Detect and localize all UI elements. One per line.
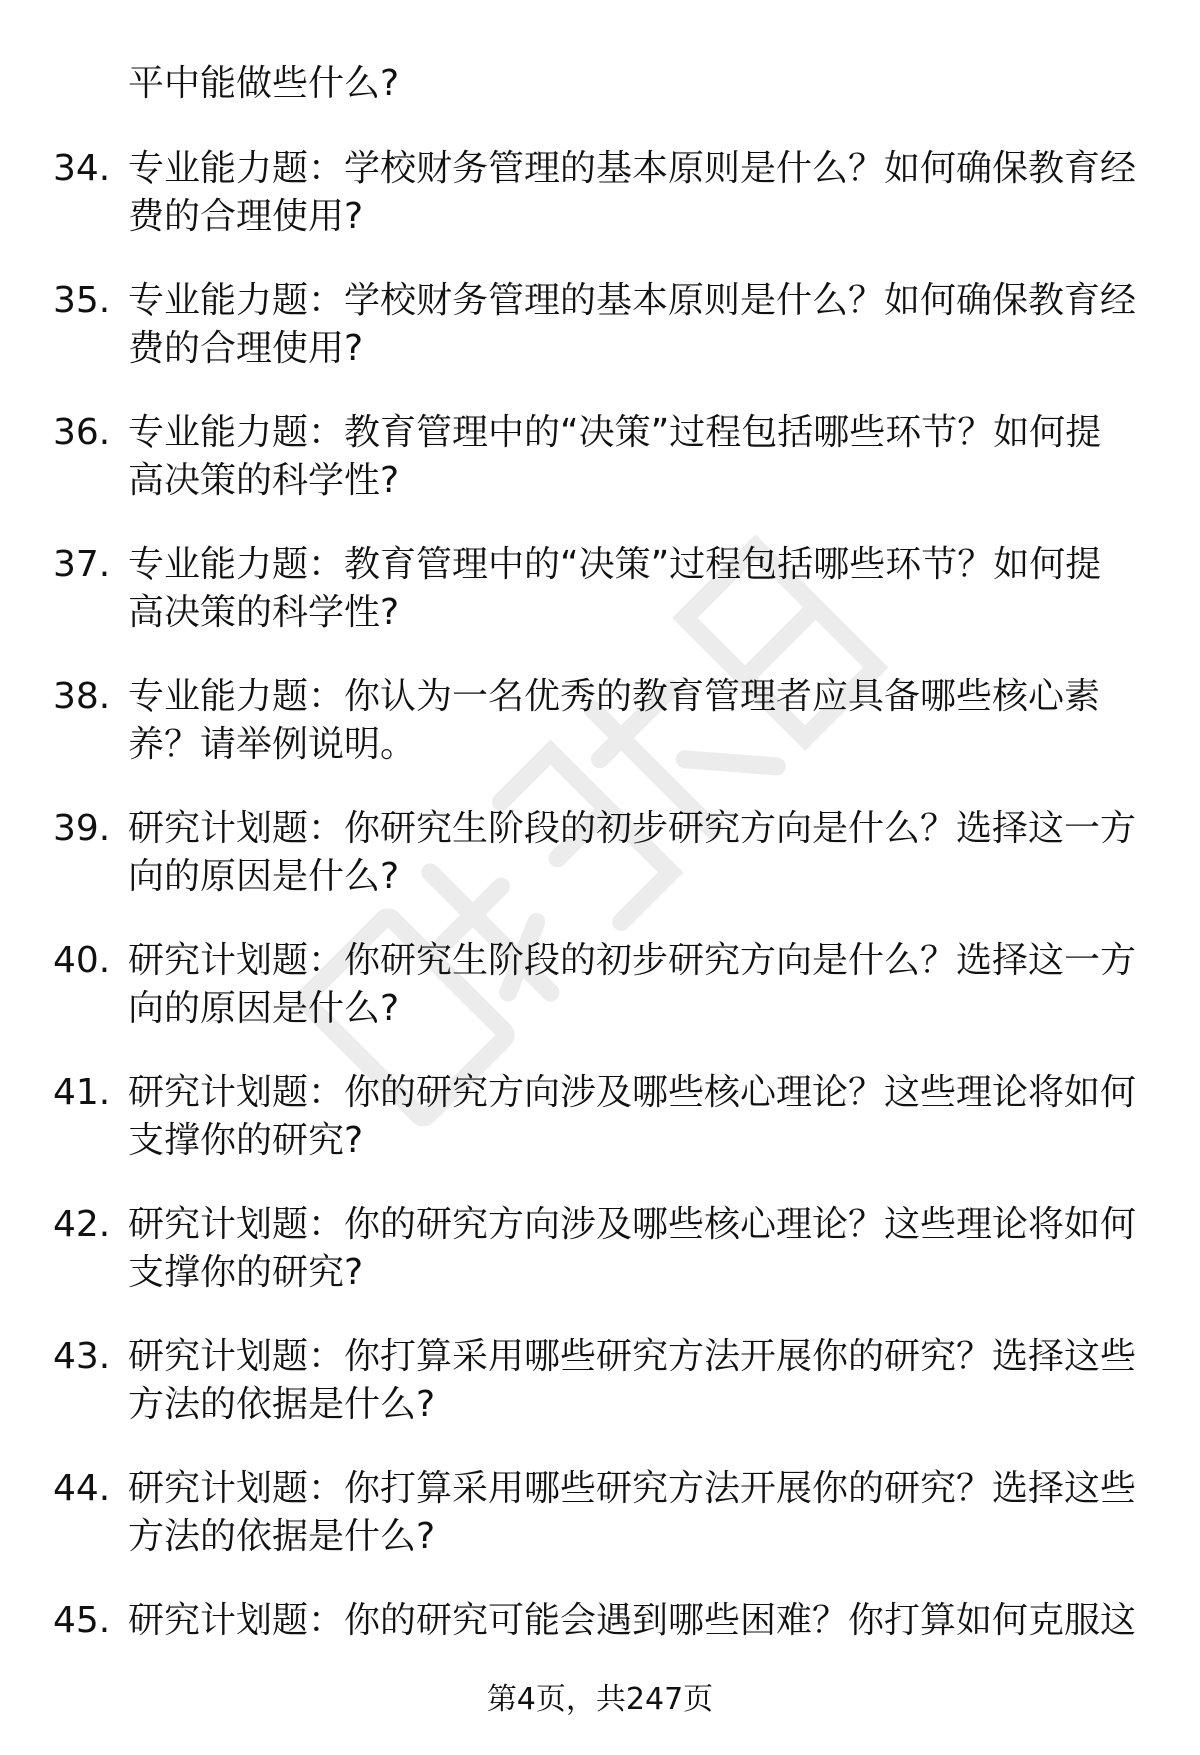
question-text <box>128 541 1138 637</box>
question-number: 45. <box>53 1600 111 1641</box>
question-text <box>128 673 1138 769</box>
question-number: 41. <box>53 1072 111 1113</box>
question-text <box>128 1069 1138 1165</box>
question-text-line: 专业能力题：学校财务管理的基本原则是什么？如何确保教育经 <box>128 280 1137 321</box>
page-footer: 第4页，共247页 <box>486 1682 714 1717</box>
question-text-line: 研究计划题：你的研究可能会遇到哪些困难？你打算如何克服这 <box>128 1600 1137 1641</box>
question-text-line: 研究计划题：你的研究方向涉及哪些核心理论？这些理论将如何 <box>128 1204 1137 1245</box>
question-item <box>0 1333 1200 1465</box>
question-text-line: 研究计划题：你研究生阶段的初步研究方向是什么？选择这一方 <box>128 808 1137 849</box>
question-item <box>0 409 1200 541</box>
question-text <box>128 937 1138 1033</box>
question-item <box>0 541 1200 673</box>
question-number: 43. <box>53 1336 111 1377</box>
question-number: 36. <box>53 412 111 453</box>
question-text-line: 高决策的科学性? <box>128 460 400 501</box>
question-text-line: 研究计划题：你打算采用哪些研究方法开展你的研究？选择这些 <box>128 1336 1137 1377</box>
question-number: 40. <box>53 940 111 981</box>
question-text-line: 向的原因是什么? <box>128 856 400 897</box>
question-item <box>0 673 1200 805</box>
question-text-line: 研究计划题：你研究生阶段的初步研究方向是什么？选择这一方 <box>128 940 1137 981</box>
question-number: 38. <box>53 676 111 717</box>
question-number: 42. <box>53 1204 111 1245</box>
question-item <box>0 937 1200 1069</box>
question-item <box>0 1069 1200 1201</box>
question-text-line: 支撑你的研究? <box>128 1120 364 1161</box>
question-text-line: 养？请举例说明。 <box>128 724 417 765</box>
question-item <box>0 145 1200 277</box>
question-text-line: 方法的依据是什么? <box>128 1516 436 1557</box>
question-item <box>0 1465 1200 1597</box>
question-number: 39. <box>53 808 111 849</box>
question-text <box>128 1597 1138 1645</box>
question-text <box>128 277 1138 373</box>
question-item <box>0 1201 1200 1333</box>
question-text-line: 研究计划题：你打算采用哪些研究方法开展你的研究？选择这些 <box>128 1468 1137 1509</box>
question-text <box>128 145 1138 241</box>
question-text <box>128 409 1138 505</box>
question-text-line: 支撑你的研究? <box>128 1252 364 1293</box>
question-text <box>128 1333 1138 1429</box>
question-list <box>0 145 1200 1729</box>
question-text-line: 专业能力题：教育管理中的“决策”过程包括哪些环节？如何提 <box>128 412 1102 453</box>
question-number: 35. <box>53 280 111 321</box>
question-item <box>0 277 1200 409</box>
question-item <box>0 805 1200 937</box>
question-text-line: 费的合理使用? <box>128 328 364 369</box>
question-text <box>128 1465 1138 1561</box>
question-text-line: 专业能力题：教育管理中的“决策”过程包括哪些环节？如何提 <box>128 544 1102 585</box>
question-text <box>128 1201 1138 1297</box>
question-text-line: 方法的依据是什么? <box>128 1384 436 1425</box>
question-number: 44. <box>53 1468 111 1509</box>
question-text <box>128 805 1138 901</box>
question-text-line: 专业能力题：你认为一名优秀的教育管理者应具备哪些核心素 <box>128 676 1101 717</box>
question-number: 34. <box>53 148 111 189</box>
question-text-line: 高决策的科学性? <box>128 592 400 633</box>
question-text-line: 专业能力题：学校财务管理的基本原则是什么？如何确保教育经 <box>128 148 1137 189</box>
question-text-line: 向的原因是什么? <box>128 988 400 1029</box>
question-text-line: 研究计划题：你的研究方向涉及哪些核心理论？这些理论将如何 <box>128 1072 1137 1113</box>
question-number: 37. <box>53 544 111 585</box>
question-text-line: 费的合理使用? <box>128 196 364 237</box>
continued-question-text: 平中能做些什么? <box>128 63 400 104</box>
